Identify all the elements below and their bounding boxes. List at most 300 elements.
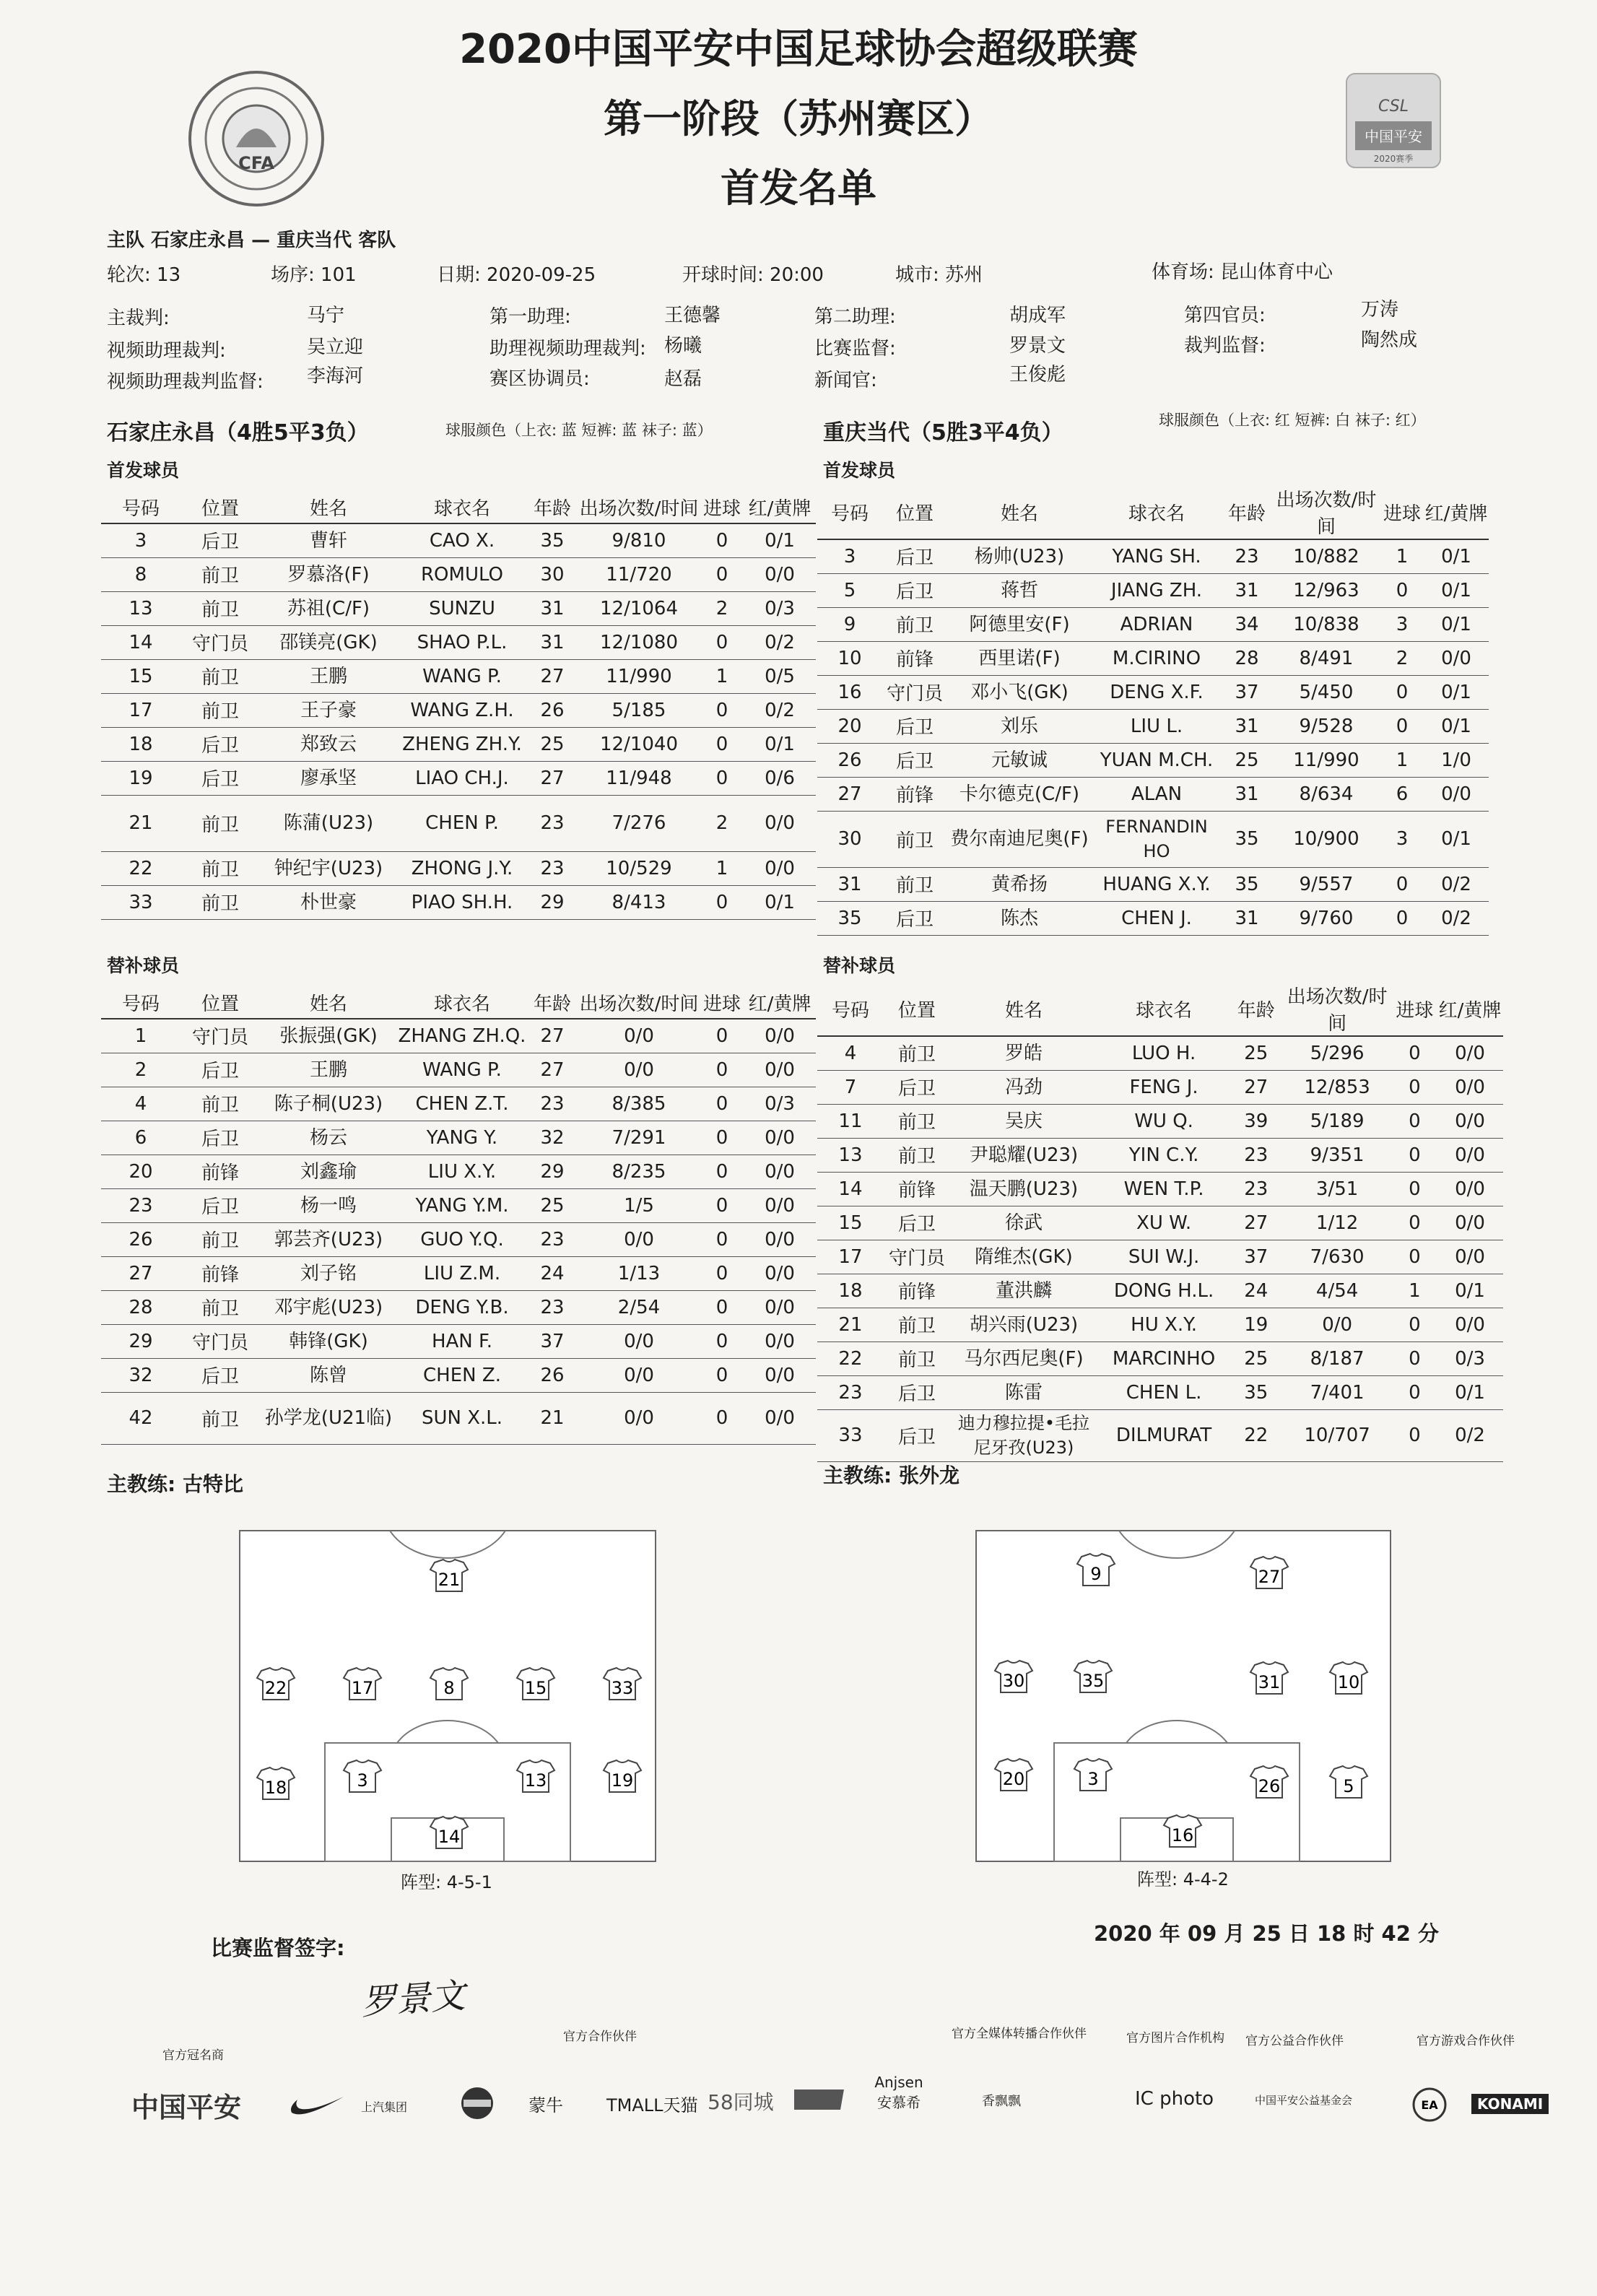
svg-text:2020赛季: 2020赛季: [1373, 154, 1414, 164]
table-cell: 0: [1393, 1240, 1437, 1274]
table-cell: 12/963: [1272, 573, 1380, 607]
official-value: 王德馨: [664, 305, 721, 326]
table-row: [101, 693, 816, 727]
table-header-row: [817, 485, 1489, 539]
table-cell: 27: [527, 1019, 578, 1053]
table-cell: 37: [527, 1324, 578, 1358]
table-cell: 前卫: [180, 591, 260, 625]
table-cell: 0/3: [744, 591, 816, 625]
table-cell: 蒋哲: [947, 573, 1092, 607]
table-cell: 21: [527, 1392, 578, 1444]
table-cell: 31: [1222, 709, 1272, 743]
table-cell: 杨帅(U23): [947, 539, 1092, 573]
table-cell: YUAN M.CH.: [1092, 743, 1222, 777]
official-value: 罗景文: [1009, 335, 1066, 357]
table-cell: MARCINHO: [1097, 1341, 1230, 1375]
table-cell: 前卫: [884, 1104, 950, 1138]
table-row: [101, 1053, 816, 1087]
column-header: 年龄: [527, 491, 578, 523]
svg-text:EA: EA: [1421, 2098, 1438, 2112]
home-subs-label: 替补球员: [107, 955, 180, 976]
table-cell: WANG P.: [397, 659, 527, 693]
table-cell: 2: [1380, 641, 1424, 675]
jersey-number: 18: [264, 1778, 287, 1798]
official-label: 第二助理:: [814, 306, 896, 328]
table-cell: SUI W.J.: [1097, 1240, 1230, 1274]
table-row: [101, 1324, 816, 1358]
official-label: 第四官员:: [1184, 305, 1266, 326]
table-cell: 7/630: [1282, 1240, 1393, 1274]
svg-text:中国平安: 中国平安: [1365, 128, 1422, 145]
official-label: 裁判监督:: [1184, 335, 1266, 357]
table-row: [101, 1222, 816, 1256]
table-cell: 5/189: [1282, 1104, 1393, 1138]
table-cell: 22: [817, 1341, 884, 1375]
match-teams: 主队 石家庄永昌 — 重庆当代 客队: [107, 230, 396, 251]
table-cell: 陈蒲(U23): [260, 795, 397, 851]
table-header-row: [101, 986, 816, 1019]
table-cell: 0: [700, 885, 744, 919]
table-cell: 0: [1393, 1375, 1437, 1409]
table-cell: 24: [1230, 1274, 1282, 1308]
table-header-row: [817, 982, 1503, 1036]
table-cell: M.CIRINO: [1092, 641, 1222, 675]
table-cell: 3: [817, 539, 882, 573]
sponsor-logo-foundation: 中国平安公益基金会: [1255, 2094, 1353, 2107]
table-cell: 8/235: [578, 1154, 700, 1188]
table-cell: 0: [1380, 675, 1424, 709]
column-header: 红/黄牌: [744, 491, 816, 523]
table-cell: 郑致云: [260, 727, 397, 761]
table-cell: 35: [817, 901, 882, 935]
table-cell: 0: [1393, 1172, 1437, 1206]
table-cell: 1: [101, 1019, 180, 1053]
table-row: [101, 625, 816, 659]
table-cell: 12/853: [1282, 1070, 1393, 1104]
table-cell: 30: [817, 811, 882, 867]
table-cell: 0/0: [578, 1222, 700, 1256]
table-cell: YIN C.Y.: [1097, 1138, 1230, 1172]
table-row: [101, 885, 816, 919]
table-cell: ZHANG ZH.Q.: [397, 1019, 527, 1053]
table-cell: 0: [700, 1392, 744, 1444]
signature-label: 比赛监督签字:: [211, 1936, 345, 1960]
table-cell: YANG SH.: [1092, 539, 1222, 573]
table-cell: 35: [1230, 1375, 1282, 1409]
sponsor-logo-nike: [289, 2091, 347, 2125]
table-cell: 0/3: [744, 1087, 816, 1121]
table-cell: LUO H.: [1097, 1036, 1230, 1070]
table-cell: 前卫: [884, 1341, 950, 1375]
table-cell: 35: [527, 523, 578, 557]
table-cell: 8/413: [578, 885, 700, 919]
table-cell: 韩锋(GK): [260, 1324, 397, 1358]
table-cell: 5/185: [578, 693, 700, 727]
table-row: [817, 539, 1489, 573]
table-cell: 0/0: [744, 1324, 816, 1358]
column-header: 号码: [101, 491, 180, 523]
table-row: [817, 1274, 1503, 1308]
player-jersey: [517, 1760, 554, 1792]
sponsor-category: 官方合作伙伴: [563, 2030, 637, 2044]
table-cell: 28: [101, 1290, 180, 1324]
table-cell: 22: [1230, 1409, 1282, 1461]
table-cell: JIANG ZH.: [1092, 573, 1222, 607]
table-cell: 后卫: [180, 523, 260, 557]
table-cell: 0/0: [1437, 1138, 1503, 1172]
title-line-2: 第一阶段（苏州赛区）: [604, 96, 993, 142]
column-header: 红/黄牌: [1424, 485, 1489, 539]
table-cell: 前卫: [180, 1222, 260, 1256]
sponsor-logo-saic: 上汽集团: [361, 2100, 408, 2114]
official-value: 吴立迎: [307, 336, 364, 358]
official-label: 新闻官:: [814, 370, 877, 391]
table-cell: 后卫: [884, 1409, 950, 1461]
official-value: 马宁: [307, 305, 345, 326]
jersey-number: 16: [1171, 1825, 1194, 1845]
table-cell: 0: [700, 727, 744, 761]
player-jersey: [604, 1760, 641, 1792]
table-cell: 0: [1393, 1070, 1437, 1104]
table-cell: PIAO SH.H.: [397, 885, 527, 919]
column-header: 红/黄牌: [1437, 982, 1503, 1036]
table-cell: 27: [527, 761, 578, 795]
table-cell: 27: [1230, 1206, 1282, 1240]
table-cell: 1: [1393, 1274, 1437, 1308]
table-cell: 23: [1222, 539, 1272, 573]
table-cell: 10/529: [578, 851, 700, 885]
table-row: [101, 1392, 816, 1444]
table-cell: 刘鑫瑜: [260, 1154, 397, 1188]
table-cell: 8: [101, 557, 180, 591]
jersey-number: 30: [1002, 1671, 1025, 1691]
table-cell: ALAN: [1092, 777, 1222, 811]
column-header: 姓名: [260, 986, 397, 1019]
table-row: [101, 1121, 816, 1154]
table-cell: 0: [700, 557, 744, 591]
table-row: [101, 851, 816, 885]
table-cell: 5/296: [1282, 1036, 1393, 1070]
table-cell: 0/0: [1437, 1104, 1503, 1138]
table-cell: 郭芸齐(U23): [260, 1222, 397, 1256]
table-cell: 0: [700, 693, 744, 727]
table-cell: 2: [700, 591, 744, 625]
table-cell: CHEN Z.T.: [397, 1087, 527, 1121]
official-value: 李海河: [307, 365, 364, 387]
table-cell: 前卫: [882, 607, 947, 641]
home-formation: 阵型: 4-5-1: [401, 1872, 492, 1892]
table-cell: DILMURAT: [1097, 1409, 1230, 1461]
table-cell: 27: [817, 777, 882, 811]
table-cell: 17: [817, 1240, 884, 1274]
table-cell: 前卫: [180, 693, 260, 727]
table-cell: 5: [817, 573, 882, 607]
table-cell: 8/491: [1272, 641, 1380, 675]
title-line-3: 首发名单: [721, 165, 876, 211]
table-cell: 0: [700, 523, 744, 557]
table-row: [817, 811, 1489, 867]
player-jersey: [430, 1817, 468, 1848]
column-header: 姓名: [260, 491, 397, 523]
table-cell: 0: [1393, 1409, 1437, 1461]
table-cell: 后卫: [884, 1206, 950, 1240]
table-cell: 0/0: [744, 1053, 816, 1087]
table-cell: 后卫: [180, 1053, 260, 1087]
table-cell: ZHENG ZH.Y.: [397, 727, 527, 761]
table-row: [101, 659, 816, 693]
table-cell: 25: [1222, 743, 1272, 777]
table-cell: 37: [1230, 1240, 1282, 1274]
table-cell: 前卫: [884, 1036, 950, 1070]
sponsor-logo-58: 58同城: [708, 2090, 774, 2114]
sponsor-logo-round: [459, 2085, 495, 2124]
table-cell: 27: [527, 659, 578, 693]
table-cell: 费尔南迪尼奥(F): [947, 811, 1092, 867]
table-cell: 0: [700, 1154, 744, 1188]
table-cell: 前卫: [180, 795, 260, 851]
table-cell: HU X.Y.: [1097, 1308, 1230, 1341]
column-header: 号码: [817, 982, 884, 1036]
table-cell: 26: [527, 693, 578, 727]
table-cell: 27: [527, 1053, 578, 1087]
table-cell: 西里诺(F): [947, 641, 1092, 675]
table-cell: 6: [101, 1121, 180, 1154]
away-team-record: 重庆当代（5胜3平4负）: [823, 420, 1063, 445]
table-cell: WANG P.: [397, 1053, 527, 1087]
table-cell: 31: [817, 867, 882, 901]
column-header: 出场次数/时间: [1272, 485, 1380, 539]
table-cell: LIU L.: [1092, 709, 1222, 743]
table-cell: 苏祖(C/F): [260, 591, 397, 625]
away-starters-table: [817, 485, 1489, 936]
table-cell: 0/0: [744, 1121, 816, 1154]
table-row: [817, 777, 1489, 811]
table-cell: LIAO CH.J.: [397, 761, 527, 795]
table-cell: CHEN L.: [1097, 1375, 1230, 1409]
table-cell: 阿德里安(F): [947, 607, 1092, 641]
table-cell: 17: [101, 693, 180, 727]
table-cell: 0: [700, 625, 744, 659]
official-label: 视频助理裁判:: [107, 340, 226, 362]
table-cell: 陈杰: [947, 901, 1092, 935]
table-cell: 0: [700, 1188, 744, 1222]
jersey-number: 33: [611, 1678, 634, 1698]
table-cell: 前卫: [884, 1308, 950, 1341]
table-cell: 张振强(GK): [260, 1019, 397, 1053]
player-jersey: [344, 1668, 381, 1700]
official-label: 赛区协调员:: [489, 368, 590, 390]
jersey-number: 20: [1002, 1769, 1025, 1789]
table-cell: WU Q.: [1097, 1104, 1230, 1138]
table-cell: 前卫: [180, 885, 260, 919]
table-row: [817, 867, 1489, 901]
table-cell: 0: [700, 1053, 744, 1087]
table-row: [817, 901, 1489, 935]
table-row: [817, 607, 1489, 641]
table-cell: HAN F.: [397, 1324, 527, 1358]
table-cell: 5/450: [1272, 675, 1380, 709]
table-cell: 前锋: [882, 641, 947, 675]
table-cell: ROMULO: [397, 557, 527, 591]
table-cell: ZHONG J.Y.: [397, 851, 527, 885]
match-number: 场序: 101: [271, 264, 357, 286]
table-cell: 7/276: [578, 795, 700, 851]
home-starters-table: [101, 491, 816, 920]
table-cell: HUANG X.Y.: [1092, 867, 1222, 901]
away-subs-table: [817, 982, 1503, 1462]
table-cell: 15: [817, 1206, 884, 1240]
official-label: 视频助理裁判监督:: [107, 371, 264, 393]
column-header: 出场次数/时间: [578, 986, 700, 1019]
table-cell: 前卫: [180, 1392, 260, 1444]
column-header: 位置: [884, 982, 950, 1036]
table-cell: 后卫: [180, 1121, 260, 1154]
table-cell: 刘子铭: [260, 1256, 397, 1290]
table-cell: 前卫: [180, 851, 260, 885]
table-cell: 胡兴雨(U23): [950, 1308, 1097, 1341]
away-kit-colors: 球服颜色（上衣: 红 短裤: 白 袜子: 红）: [1159, 412, 1426, 429]
table-row: [817, 1240, 1503, 1274]
table-cell: 31: [527, 625, 578, 659]
sponsor-logo-pingan: 中国平安: [131, 2092, 242, 2123]
table-cell: 4/54: [1282, 1274, 1393, 1308]
table-cell: 27: [101, 1256, 180, 1290]
table-cell: 0: [700, 1324, 744, 1358]
column-header: 球衣名: [397, 491, 527, 523]
table-cell: 后卫: [180, 1358, 260, 1392]
table-cell: 0/0: [1437, 1240, 1503, 1274]
table-cell: CHEN J.: [1092, 901, 1222, 935]
table-cell: 9/557: [1272, 867, 1380, 901]
table-cell: 后卫: [884, 1070, 950, 1104]
table-cell: 陈曾: [260, 1358, 397, 1392]
jersey-number: 26: [1258, 1776, 1281, 1796]
table-cell: 前卫: [180, 1087, 260, 1121]
table-row: [817, 709, 1489, 743]
column-header: 位置: [180, 491, 260, 523]
player-jersey: [1164, 1815, 1201, 1847]
table-cell: 0/0: [578, 1053, 700, 1087]
table-cell: 卡尔德克(C/F): [947, 777, 1092, 811]
table-cell: 0/1: [744, 885, 816, 919]
stadium: 体育场: 昆山体育中心: [1152, 261, 1333, 283]
table-cell: 9/528: [1272, 709, 1380, 743]
table-cell: 21: [817, 1308, 884, 1341]
table-cell: 11/720: [578, 557, 700, 591]
player-jersey: [344, 1760, 381, 1792]
table-cell: 0: [1393, 1104, 1437, 1138]
column-header: 位置: [180, 986, 260, 1019]
table-cell: 11/990: [578, 659, 700, 693]
table-cell: 29: [527, 1154, 578, 1188]
column-header: 球衣名: [1092, 485, 1222, 539]
table-cell: 7/291: [578, 1121, 700, 1154]
handwritten-signature: 罗景文: [360, 1975, 467, 2023]
table-cell: 王鹏: [260, 1053, 397, 1087]
sponsor-category: 官方全媒体转播合作伙伴: [952, 2027, 1087, 2041]
table-row: [101, 523, 816, 557]
table-cell: 25: [527, 727, 578, 761]
table-cell: 0/1: [1424, 573, 1489, 607]
sponsor-category: 官方冠名商: [162, 2048, 224, 2063]
column-header: 进球: [700, 491, 744, 523]
table-cell: 吴庆: [950, 1104, 1097, 1138]
table-cell: 后卫: [180, 1188, 260, 1222]
jersey-number: 10: [1337, 1672, 1360, 1692]
jersey-number: 17: [351, 1678, 374, 1698]
table-cell: 13: [101, 591, 180, 625]
table-cell: 25: [1230, 1341, 1282, 1375]
table-cell: 前卫: [882, 867, 947, 901]
official-value: 王俊彪: [1009, 364, 1066, 386]
sponsor-category: 官方图片合作机构: [1126, 2031, 1224, 2045]
table-row: [101, 727, 816, 761]
table-cell: 32: [527, 1121, 578, 1154]
player-jersey: [517, 1668, 554, 1700]
table-cell: 31: [1222, 777, 1272, 811]
table-cell: 邵镁亮(GK): [260, 625, 397, 659]
table-cell: 邓宇彪(U23): [260, 1290, 397, 1324]
table-cell: 0/0: [744, 1222, 816, 1256]
table-cell: 37: [1222, 675, 1272, 709]
table-cell: 10/707: [1282, 1409, 1393, 1461]
jersey-number: 22: [264, 1678, 287, 1698]
sponsor-logo-mengniu: 蒙牛: [528, 2095, 563, 2115]
player-jersey: [257, 1668, 295, 1700]
table-cell: 0/2: [744, 625, 816, 659]
cfa-logo: [184, 66, 328, 211]
table-cell: DONG H.L.: [1097, 1274, 1230, 1308]
sponsor-logo-icphoto: IC photo: [1135, 2088, 1214, 2110]
table-cell: 黄希扬: [947, 867, 1092, 901]
table-cell: 0/1: [1424, 709, 1489, 743]
official-value: 杨曦: [664, 335, 702, 357]
svg-text:CSL: CSL: [1378, 97, 1409, 116]
player-jersey: [995, 1759, 1032, 1791]
jersey-number: 35: [1082, 1671, 1105, 1691]
table-cell: 0: [1393, 1036, 1437, 1070]
table-cell: 0/2: [1424, 867, 1489, 901]
table-cell: 0: [1393, 1308, 1437, 1341]
table-cell: 3: [1380, 811, 1424, 867]
table-cell: 0/0: [1437, 1036, 1503, 1070]
away-formation-pitch: [975, 1529, 1392, 1866]
official-value: 陶然成: [1361, 329, 1418, 351]
table-cell: 徐武: [950, 1206, 1097, 1240]
table-row: [817, 1036, 1503, 1070]
table-cell: 32: [101, 1358, 180, 1392]
svg-text:CFA: CFA: [238, 153, 274, 173]
table-cell: 14: [817, 1172, 884, 1206]
table-cell: 陈子桐(U23): [260, 1087, 397, 1121]
sponsor-logo-brand: [794, 2085, 845, 2117]
table-row: [817, 1172, 1503, 1206]
table-cell: 0: [700, 761, 744, 795]
home-coach: 主教练: 古特比: [107, 1472, 243, 1496]
table-cell: 0/1: [1437, 1274, 1503, 1308]
table-cell: 4: [817, 1036, 884, 1070]
table-cell: 21: [101, 795, 180, 851]
table-cell: 0/0: [744, 1358, 816, 1392]
column-header: 出场次数/时间: [1282, 982, 1393, 1036]
sponsor-logo-konami: KONAMI: [1471, 2094, 1549, 2114]
table-cell: 0/0: [1282, 1308, 1393, 1341]
table-cell: SHAO P.L.: [397, 625, 527, 659]
table-cell: 后卫: [882, 901, 947, 935]
table-cell: 0: [1393, 1138, 1437, 1172]
table-cell: 20: [817, 709, 882, 743]
official-value: 赵磊: [664, 368, 702, 390]
